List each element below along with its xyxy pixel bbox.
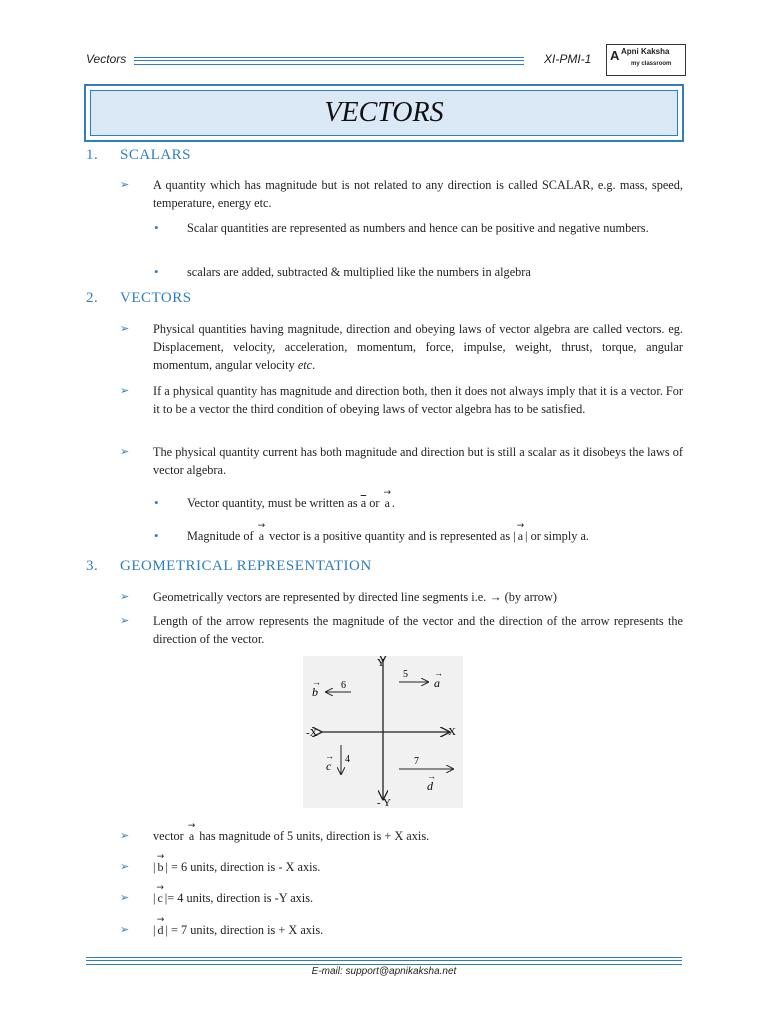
- page-header: [86, 47, 686, 72]
- arrow-bullet-icon: ➢: [120, 860, 130, 873]
- footer-email: E-mail: support@apnikaksha.net: [311, 966, 457, 977]
- section-heading-2: [86, 290, 192, 307]
- item-text: Physical quantities having magnitude, direction and obeying laws of vector algebra are called vectors. eg. Displacement, velocity, acceleration, momentum, force, impulse, weight, thrust, torque, angular momentum, angular velocity etc.: [153, 322, 683, 372]
- list-item: [120, 176, 683, 212]
- item-text: Scalar quantities are represented as numbers and hence can be positive and negative numbers.: [187, 221, 649, 235]
- title-inner: [90, 90, 678, 136]
- vector-b-magnitude: 6: [341, 680, 346, 691]
- vector-b-arrow-icon: →: [312, 677, 321, 687]
- list-item: [154, 494, 683, 512]
- section-title: VECTORS: [120, 290, 192, 306]
- section-heading-1: [86, 147, 191, 164]
- vector-a-magnitude: 5: [403, 669, 408, 680]
- arrow-bullet-icon: ➢: [120, 178, 130, 191]
- item-text: The physical quantity current has both magnitude and direction but is still a scalar as it disobeys the laws of vector algebra.: [153, 445, 683, 477]
- item-text: Geometrically vectors are represented by directed line segments i.e. → (by arrow): [153, 590, 557, 604]
- list-item: [120, 612, 683, 648]
- list-item: [154, 263, 683, 281]
- list-item: [120, 588, 683, 606]
- item-text: Length of the arrow represents the magnitude of the vector and the direction of the arrow represents the direction of the vector.: [153, 614, 683, 646]
- x-pos-label: X: [448, 726, 456, 738]
- section-number: 2.: [86, 290, 99, 306]
- etc-text: etc: [297, 358, 313, 372]
- y-pos-label: Y: [377, 657, 385, 669]
- logo-mark-icon: A: [610, 48, 620, 63]
- item-text: [153, 827, 683, 845]
- section-number: 3.: [86, 558, 99, 574]
- item-text: A quantity which has magnitude but is not related to any direction is called SCALAR, e.g. mass, speed, temperature, energy etc.: [153, 178, 683, 210]
- logo-main: Apni Kaksha: [621, 47, 670, 56]
- text-part: vector: [153, 829, 184, 843]
- text-part: |= 4 units, direction is -Y axis.: [164, 891, 314, 905]
- title-box: [84, 84, 684, 142]
- dot-bullet-icon: •: [154, 528, 159, 543]
- section-title: GEOMETRICAL REPRESENTATION: [120, 558, 372, 574]
- footer-rule: [86, 957, 682, 965]
- list-item: [120, 382, 683, 418]
- item-text-main: Physical quantities having magnitude, direction and obeying laws of vector algebra are called vectors. eg. Displacement, velocity, acceleration, momentum, force, impulse, weight, thrust, torque, angular momentum, angular velocity: [153, 322, 683, 372]
- logo: [606, 44, 686, 76]
- item-text: | → d | = 7 units, direction is + X axis.: [153, 921, 683, 939]
- text-part: | = 7 units, direction is + X axis.: [165, 923, 324, 937]
- logo-sub: my classroom: [631, 61, 672, 67]
- vector-symbol: → b: [157, 858, 163, 876]
- list-item: [120, 443, 683, 479]
- dot-bullet-icon: •: [154, 495, 159, 510]
- vector-symbol: → c: [157, 889, 162, 907]
- vector-d-magnitude: 7: [414, 756, 419, 767]
- item-text: If a physical quantity has magnitude and direction both, then it does not always imply that it is a vector. For it to be a vector the third condition of obeying laws of vector algebra has to be satisfied.: [153, 384, 683, 416]
- vector-c-label: c: [326, 759, 332, 773]
- vector-symbol: → a: [518, 527, 523, 545]
- arrow-bullet-icon: ➢: [120, 829, 130, 842]
- section-number: 1.: [86, 147, 99, 163]
- arrow-bullet-icon: ➢: [120, 322, 130, 335]
- item-text: | → b | = 6 units, direction is - X axis.: [153, 858, 683, 876]
- text-part: | = 6 units, direction is - X axis.: [165, 860, 321, 874]
- vector-c-magnitude: 4: [345, 754, 350, 765]
- vector-diagram: [303, 656, 463, 808]
- dot-bullet-icon: •: [154, 264, 159, 279]
- vector-symbol: → d: [157, 921, 163, 939]
- text-part: | or simply a.: [525, 529, 589, 543]
- arrow-bullet-icon: ➢: [120, 923, 130, 936]
- vector-d-label: d: [427, 779, 433, 793]
- arrow-bullet-icon: ➢: [120, 614, 130, 627]
- vector-symbol: → a: [385, 494, 390, 512]
- vector-c-arrow-icon: →: [325, 751, 334, 761]
- vector-b-label: b: [312, 685, 318, 699]
- item-text: | → c |= 4 units, direction is -Y axis.: [153, 889, 683, 907]
- header-left: Vectors: [86, 52, 127, 66]
- arrow-bullet-icon: ➢: [120, 891, 130, 904]
- list-item: [120, 320, 683, 374]
- item-text: [187, 527, 683, 545]
- x-neg-label: -X: [306, 727, 318, 739]
- text-part: Vector quantity, must be written as: [187, 496, 358, 510]
- list-item: [120, 858, 683, 876]
- list-item: [154, 527, 683, 545]
- text-part: Magnitude of: [187, 529, 254, 543]
- section-heading-3: [86, 558, 372, 575]
- list-item: [120, 889, 683, 907]
- vector-symbol: → a: [259, 527, 264, 545]
- header-right: XI-PMI-1: [544, 52, 592, 66]
- vector-a-label: a: [434, 676, 440, 690]
- vector-symbol: $\overline{a}$: [360, 496, 367, 510]
- item-text: Vector quantity, must be written as $\overline{a}$ or → a .: [187, 494, 683, 512]
- section-title: SCALARS: [120, 147, 192, 163]
- list-item: [120, 921, 683, 939]
- vector-d-arrow-icon: →: [427, 771, 436, 781]
- text-part: or: [369, 496, 380, 510]
- arrow-bullet-icon: ➢: [120, 445, 130, 458]
- item-text: scalars are added, subtracted & multiplied like the numbers in algebra: [187, 265, 531, 279]
- arrow-bullet-icon: ➢: [120, 590, 130, 603]
- text-part: has magnitude of 5 units, direction is + X axis.: [199, 829, 430, 843]
- header-rule: [134, 57, 524, 65]
- page-title: VECTORS: [324, 97, 444, 128]
- vector-symbol: → a: [189, 827, 194, 845]
- dot-bullet-icon: •: [154, 220, 159, 235]
- list-item: [154, 219, 683, 237]
- arrow-bullet-icon: ➢: [120, 384, 130, 397]
- y-neg-label: - Y: [377, 797, 391, 808]
- list-item: [120, 827, 683, 845]
- vector-a-arrow-icon: →: [434, 668, 443, 678]
- text-part: vector is a positive quantity and is represented as |: [269, 529, 516, 543]
